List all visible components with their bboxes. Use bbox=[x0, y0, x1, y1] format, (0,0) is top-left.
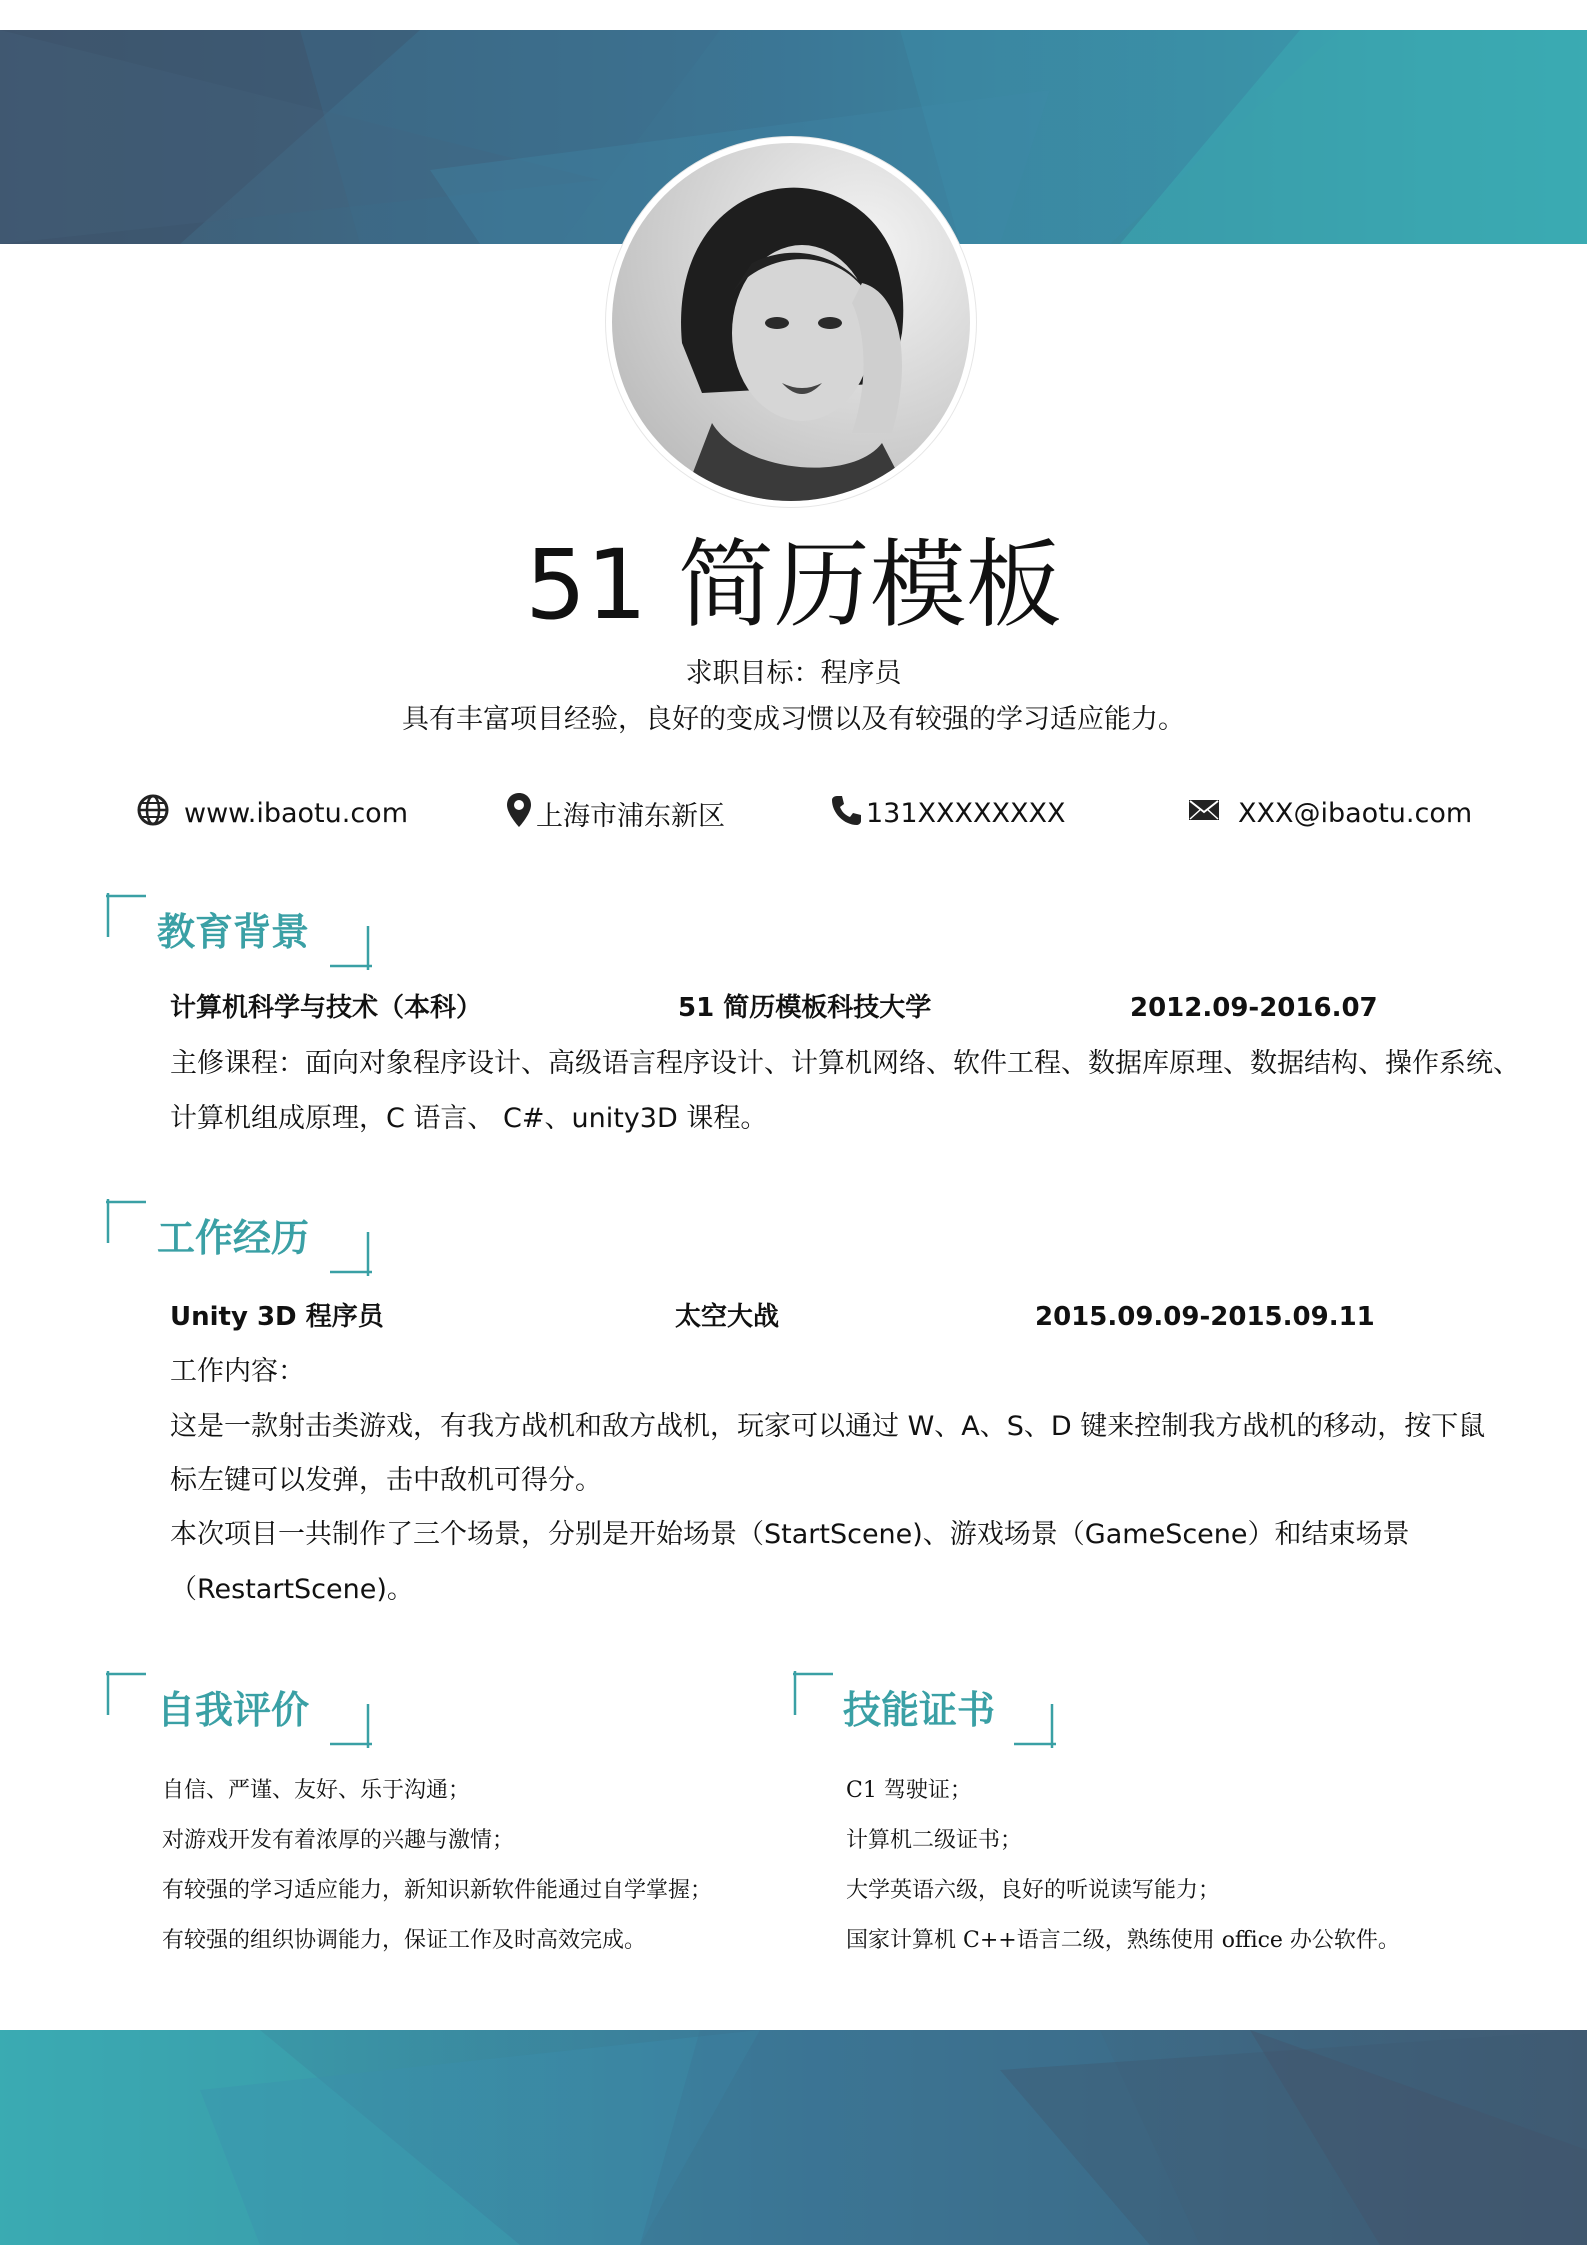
summary-text: 具有丰富项目经验，良好的变成习惯以及有较强的学习适应能力。 bbox=[402, 704, 1185, 735]
work-line: 这是一款射击类游戏，有我方战机和敌方战机，玩家可以通过 W、A、S、D 键来控制我方战机的移动，按下鼠 bbox=[170, 1411, 1486, 1442]
section-corner-icon bbox=[785, 1671, 835, 1717]
skills-item: 国家计算机 C++语言二级，熟练使用 office 办公软件。 bbox=[846, 1928, 1400, 1953]
skills-item: 计算机二级证书； bbox=[846, 1828, 1023, 1853]
section-corner-icon bbox=[1012, 1702, 1062, 1748]
section-corner-icon bbox=[98, 893, 148, 939]
contact-phone bbox=[830, 793, 1066, 833]
work-line: 本次项目一共制作了三个场景，分别是开始场景（StartScene)、游戏场景（GameScene）和结束场景 bbox=[170, 1519, 1410, 1550]
work-period: 2015.09.09-2015.09.11 bbox=[1035, 1302, 1375, 1332]
self-eval-item: 自信、严谨、友好、乐于沟通； bbox=[162, 1778, 471, 1803]
job-objective: 求职目标：程序员 bbox=[685, 658, 902, 689]
phone-text: 131XXXXXXXX bbox=[866, 797, 1066, 829]
education-major: 计算机科学与技术（本科） bbox=[170, 993, 483, 1023]
avatar bbox=[606, 137, 976, 507]
skills-item: C1 驾驶证； bbox=[846, 1778, 972, 1803]
skills-heading: 技能证书 bbox=[843, 1688, 996, 1732]
work-heading: 工作经历 bbox=[157, 1216, 310, 1260]
section-corner-icon bbox=[98, 1671, 148, 1717]
self-eval-heading: 自我评价 bbox=[157, 1688, 310, 1732]
contact-location bbox=[506, 793, 725, 833]
contact-website bbox=[136, 793, 408, 833]
self-eval-item: 有较强的组织协调能力，保证工作及时高效完成。 bbox=[162, 1928, 647, 1953]
work-line: 工作内容： bbox=[170, 1356, 305, 1387]
map-pin-icon bbox=[506, 792, 532, 835]
envelope-icon bbox=[1188, 798, 1220, 829]
work-line: 标左键可以发弹，击中敌机可得分。 bbox=[170, 1465, 602, 1496]
contact-email bbox=[1188, 793, 1472, 833]
section-corner-icon bbox=[328, 924, 378, 970]
phone-icon bbox=[830, 794, 862, 833]
work-role: Unity 3D 程序员 bbox=[170, 1302, 384, 1332]
website-text: www.ibaotu.com bbox=[184, 797, 409, 829]
section-corner-icon bbox=[328, 1230, 378, 1276]
education-line: 计算机组成原理，C 语言、 C#、unity3D 课程。 bbox=[170, 1103, 768, 1134]
footer-banner bbox=[0, 2030, 1587, 2245]
globe-icon bbox=[136, 793, 170, 834]
self-eval-item: 对游戏开发有着浓厚的兴趣与激情； bbox=[162, 1828, 515, 1853]
self-eval-item: 有较强的学习适应能力，新知识新软件能通过自学掌握； bbox=[162, 1878, 713, 1903]
education-line: 主修课程：面向对象程序设计、高级语言程序设计、计算机网络、软件工程、数据库原理、数据结构、操作系统、 bbox=[170, 1048, 1520, 1079]
work-line: （RestartScene)。 bbox=[170, 1574, 414, 1605]
education-heading: 教育背景 bbox=[157, 910, 310, 954]
section-corner-icon bbox=[328, 1702, 378, 1748]
skills-item: 大学英语六级，良好的听说读写能力； bbox=[846, 1878, 1221, 1903]
education-period: 2012.09-2016.07 bbox=[1130, 993, 1378, 1023]
location-text: 上海市浦东新区 bbox=[536, 800, 725, 832]
section-corner-icon bbox=[98, 1199, 148, 1245]
email-text: XXX@ibaotu.com bbox=[1238, 797, 1473, 829]
portrait-photo bbox=[612, 143, 970, 501]
work-project: 太空大战 bbox=[675, 1302, 780, 1332]
page-title: 51 简历模板 bbox=[525, 529, 1062, 641]
education-school: 51 简历模板科技大学 bbox=[678, 993, 932, 1023]
